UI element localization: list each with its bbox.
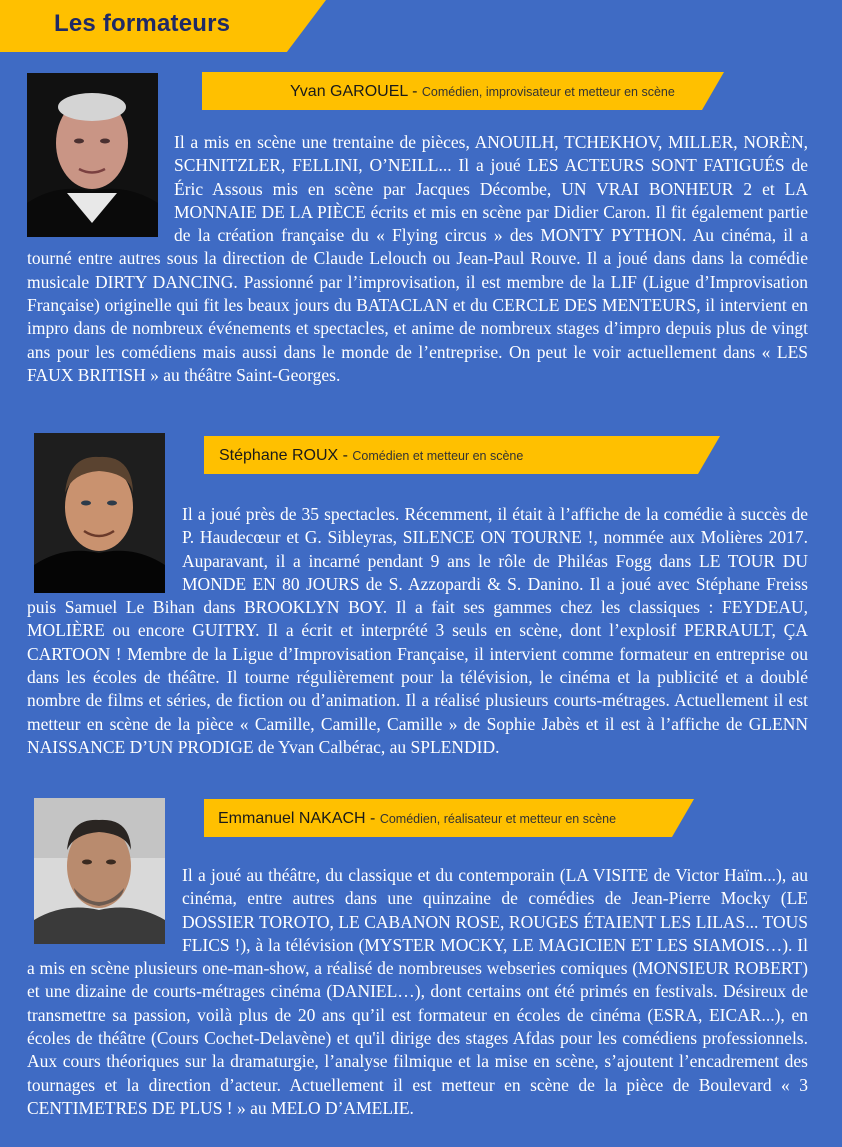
trainer-name: Yvan GAROUEL [290, 83, 408, 100]
trainer-heading [219, 436, 523, 474]
trainer-bio: Il a joué au théâtre, du classique et du contemporain (LA VISITE de Victor Haïm...), au cinéma, entre autres dans une quinzaine de comédies de Jean-Pierre Mocky (LE DOSSIER TOROTO, LE CABANON ROSE, ROUGES ÉTAIENT LES LILAS... TOUS FLICS !), à la télévision (MYSTER MOCKY, LE MAGICIEN ET LES SIAMOIS…). Il a mis en scène plusieurs one-man-show, a réalisé de nombreuses webseries comiques (MONSIEUR ROBERT) et une dizaine de courts-métrages cinéma (DANIEL…), dont certains ont été primés en festivals. Désireux de transmettre sa passion, voilà plus de 20 ans qu’il est formateur en écoles de cinéma (ESRA, EICAR...), en écoles de théâtre (Cours Cochet-Delavène) et qu'il dirige des stages Afdas pour les comédiens professionnels. Aux cours théoriques sur la dramaturgie, l’analyse filmique et la mise en scène, s’ajoutent l’encadrement des tournages et la direction d’acteur. Actuellement il est metteur en scène de la pièce de Boulevard « 3 CENTIMETRES DE PLUS ! » au MELO D’AMELIE. [27, 865, 808, 1118]
trainer-photo [34, 433, 165, 593]
trainer-role: Comédien, improvisateur et metteur en scène [421, 85, 675, 99]
trainer-heading [218, 799, 616, 837]
trainer-name: Stéphane ROUX [219, 447, 339, 464]
trainer-role: Comédien et metteur en scène [352, 449, 524, 463]
heading-separator: - [365, 810, 380, 827]
trainer-role: Comédien, réalisateur et metteur en scène [379, 812, 617, 826]
trainer-bio: Il a mis en scène une trentaine de pièces, ANOUILH, TCHEKHOV, MILLER, NORÈN, SCHNITZLER, FELLINI, O’NEILL... Il a joué LES ACTEURS SONT FATIGUÉS de Éric Assous mis en scène par Jacques Décombe, UN VRAI BONHEUR 2 et LA MONNAIE DE LA PIÈCE écrits et mis en scène par Didier Caron. Il fit également partie de la création française du « Flying circus » des MONTY PYTHON. Au cinéma, il a tourné entre autres sous la direction de Claude Lelouch ou Jean-Paul Rouve. Il a joué dans dans la comédie musicale DIRTY DANCING. Passionné par l’improvisation, il est membre de la LIF (Ligue d’Improvisation Française) originelle qui fit les beaux jours du BATACLAN et du CERCLE DES MENTEURS, il intervient en impro dans de nombreux événements et spectacles, et anime de nombreux stages d’impro depuis plus de vingt ans pour les comédiens mais aussi dans le monde de l’entreprise. On peut le voir actuellement dans « LES FAUX BRITISH » au théâtre Saint-Georges. [27, 132, 808, 385]
portrait-photo-icon [34, 433, 165, 593]
trainer-name: Emmanuel NAKACH [218, 810, 366, 827]
trainer-heading [290, 72, 675, 110]
portrait-photo-icon [27, 73, 158, 237]
trainer-photo [27, 73, 158, 237]
trainer-bio: Il a joué près de 35 spectacles. Récemment, il était à l’affiche de la comédie à succès de P. Haudecœur et G. Sibleyras, SILENCE ON TOURNE !, nommée aux Molières 2017. Auparavant, il a incarné pendant 9 ans le rôle de Philéas Fogg dans LE TOUR DU MONDE EN 80 JOURS de S. Azzopardi & S. Danino. Il a joué avec Stéphane Freiss puis Samuel Le Bihan dans BROOKLYN BOY. Il a fait ses gammes chez les classiques : FEYDEAU, MOLIÈRE ou encore GUITRY. Il a écrit et interprété 3 seuls en scène, dont l’explosif PERRAULT, ÇA CARTOON ! Membre de la Ligue d’Improvisation Française, il intervient comme formateur en entreprise ou dans les écoles de théâtre. Il tourne régulièrement pour la télévision, le cinéma et la publicité et a doublé nombre de films et séries, de fiction ou d’animation. Il a réalisé plusieurs courts-métrages. Actuellement il est metteur en scène de la pièce « Camille, Camille, Camille » de Sophie Jabès et il est à l’affiche de GLENN NAISSANCE D’UN PRODIGE de Yvan Calbérac, au SPLENDID. [27, 504, 808, 757]
heading-separator: - [407, 83, 422, 100]
page-title: Les formateurs [54, 10, 231, 37]
trainer-photo [34, 798, 165, 944]
heading-separator: - [338, 447, 353, 464]
portrait-photo-icon [34, 798, 165, 944]
